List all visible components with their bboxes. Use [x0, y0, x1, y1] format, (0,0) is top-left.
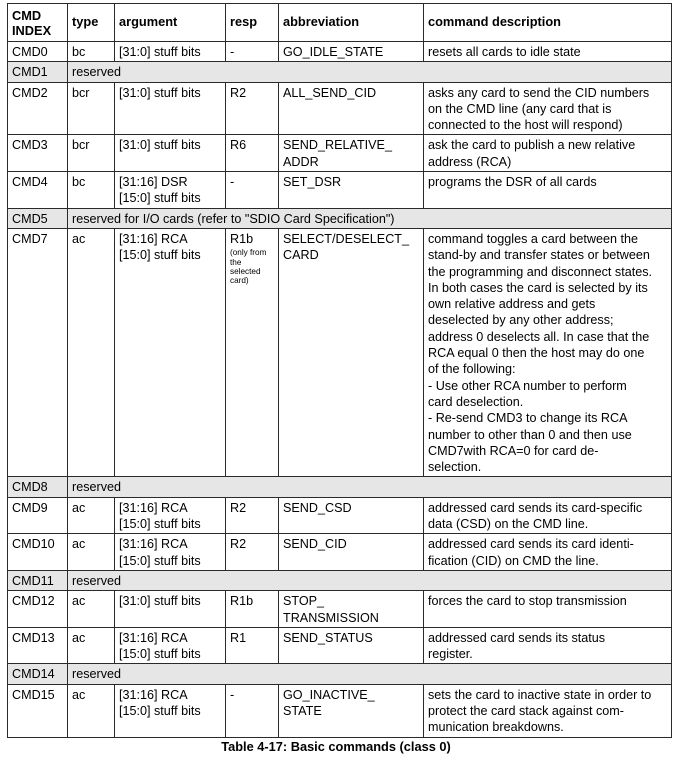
header-type: type — [68, 4, 115, 42]
argument-cell: [31:16] RCA [15:0] stuff bits — [115, 497, 226, 534]
description-cell: asks any card to send the CID numbers on the CMD line (any card that is connected to the host will respond) — [424, 82, 672, 135]
resp-cell: R1 — [226, 627, 279, 664]
cmd-index-cell: CMD9 — [8, 497, 68, 534]
argument-cell: [31:0] stuff bits — [115, 42, 226, 62]
resp-cell: R2 — [226, 534, 279, 571]
cmd-index-cell: CMD0 — [8, 42, 68, 62]
type-cell: ac — [68, 497, 115, 534]
description-cell: ask the card to publish a new relative address (RCA) — [424, 135, 672, 172]
table-row — [8, 82, 672, 135]
cmd-index-cell: CMD14 — [8, 664, 68, 684]
type-cell: ac — [68, 627, 115, 664]
table-row — [8, 42, 672, 62]
table-row — [8, 135, 672, 172]
header-abbreviation: abbreviation — [279, 4, 424, 42]
type-cell: ac — [68, 684, 115, 737]
table-row — [8, 591, 672, 628]
table-header-row — [8, 4, 672, 42]
cmd-index-cell: CMD4 — [8, 172, 68, 209]
resp-cell: - — [226, 172, 279, 209]
resp-cell: - — [226, 42, 279, 62]
table-row — [8, 684, 672, 737]
cmd-index-cell: CMD7 — [8, 228, 68, 476]
abbreviation-cell: GO_INACTIVE_ STATE — [279, 684, 424, 737]
argument-cell: [31:0] stuff bits — [115, 82, 226, 135]
description-cell: resets all cards to idle state — [424, 42, 672, 62]
argument-cell: [31:0] stuff bits — [115, 591, 226, 628]
type-cell: ac — [68, 534, 115, 571]
basic-commands-table — [7, 3, 672, 738]
reserved-cell: reserved — [68, 62, 672, 82]
reserved-cell: reserved — [68, 570, 672, 590]
resp-cell: R2 — [226, 82, 279, 135]
abbreviation-cell: ALL_SEND_CID — [279, 82, 424, 135]
reserved-cell: reserved for I/O cards (refer to "SDIO Card Specification") — [68, 208, 672, 228]
description-cell: sets the card to inactive state in order to protect the card stack against com- munication breakdowns. — [424, 684, 672, 737]
header-command-description: command description — [424, 4, 672, 42]
abbreviation-cell: GO_IDLE_STATE — [279, 42, 424, 62]
cmd-index-cell: CMD12 — [8, 591, 68, 628]
table-caption: Table 4-17: Basic commands (class 0) — [221, 738, 451, 754]
argument-cell: [31:16] DSR [15:0] stuff bits — [115, 172, 226, 209]
description-cell: programs the DSR of all cards — [424, 172, 672, 209]
description-cell: addressed card sends its card identi- fication (CID) on CMD the line. — [424, 534, 672, 571]
resp-cell: R2 — [226, 497, 279, 534]
cmd-index-cell: CMD13 — [8, 627, 68, 664]
argument-cell: [31:16] RCA [15:0] stuff bits — [115, 534, 226, 571]
reserved-row — [8, 477, 672, 497]
cmd-index-cell: CMD15 — [8, 684, 68, 737]
header-cmd-index: CMD INDEX — [8, 4, 68, 42]
type-cell: ac — [68, 228, 115, 476]
cmd-index-cell: CMD1 — [8, 62, 68, 82]
resp-cell — [226, 228, 279, 476]
type-cell: ac — [68, 591, 115, 628]
reserved-row — [8, 570, 672, 590]
resp-cell: R1b — [226, 591, 279, 628]
argument-cell: [31:16] RCA [15:0] stuff bits — [115, 228, 226, 476]
description-cell: forces the card to stop transmission — [424, 591, 672, 628]
header-argument: argument — [115, 4, 226, 42]
resp-cell: - — [226, 684, 279, 737]
type-cell: bcr — [68, 82, 115, 135]
abbreviation-cell: STOP_ TRANSMISSION — [279, 591, 424, 628]
table-row — [8, 497, 672, 534]
reserved-row — [8, 208, 672, 228]
cmd-index-cell: CMD8 — [8, 477, 68, 497]
reserved-cell: reserved — [68, 477, 672, 497]
reserved-cell: reserved — [68, 664, 672, 684]
resp-cell: R6 — [226, 135, 279, 172]
reserved-row — [8, 664, 672, 684]
cmd-index-cell: CMD11 — [8, 570, 68, 590]
table-row — [8, 534, 672, 571]
abbreviation-cell: SELECT/DESELECT_ CARD — [279, 228, 424, 476]
description-cell: command toggles a card between the stand-by and transfer states or between the programming and disconnect states. In both cases the card is selected by its own relative address and gets deselected by any other address; address 0 deselects all. In case that the RCA equal 0 then the host may do one of the following: - Use other RCA number to perform card deselection. - Re-send CMD3 to change its RCA number to other than 0 and then use CMD7with RCA=0 for card de- selection. — [424, 228, 672, 476]
cmd-index-cell: CMD5 — [8, 208, 68, 228]
cmd-index-cell: CMD10 — [8, 534, 68, 571]
argument-cell: [31:0] stuff bits — [115, 135, 226, 172]
resp-value: R1b — [230, 231, 254, 246]
argument-cell: [31:16] RCA [15:0] stuff bits — [115, 684, 226, 737]
abbreviation-cell: SEND_RELATIVE_ ADDR — [279, 135, 424, 172]
document-page — [6, 3, 676, 754]
table-row — [8, 228, 672, 476]
abbreviation-cell: SEND_CSD — [279, 497, 424, 534]
header-resp: resp — [226, 4, 279, 42]
cmd-index-cell: CMD2 — [8, 82, 68, 135]
type-cell: bcr — [68, 135, 115, 172]
table-row — [8, 627, 672, 664]
table-row — [8, 172, 672, 209]
cmd-index-cell: CMD3 — [8, 135, 68, 172]
resp-note: (only from the selected card) — [230, 248, 267, 286]
reserved-row — [8, 62, 672, 82]
abbreviation-cell: SET_DSR — [279, 172, 424, 209]
type-cell: bc — [68, 42, 115, 62]
description-cell: addressed card sends its card-specific data (CSD) on the CMD line. — [424, 497, 672, 534]
abbreviation-cell: SEND_STATUS — [279, 627, 424, 664]
abbreviation-cell: SEND_CID — [279, 534, 424, 571]
description-cell: addressed card sends its status register. — [424, 627, 672, 664]
argument-cell: [31:16] RCA [15:0] stuff bits — [115, 627, 226, 664]
type-cell: bc — [68, 172, 115, 209]
